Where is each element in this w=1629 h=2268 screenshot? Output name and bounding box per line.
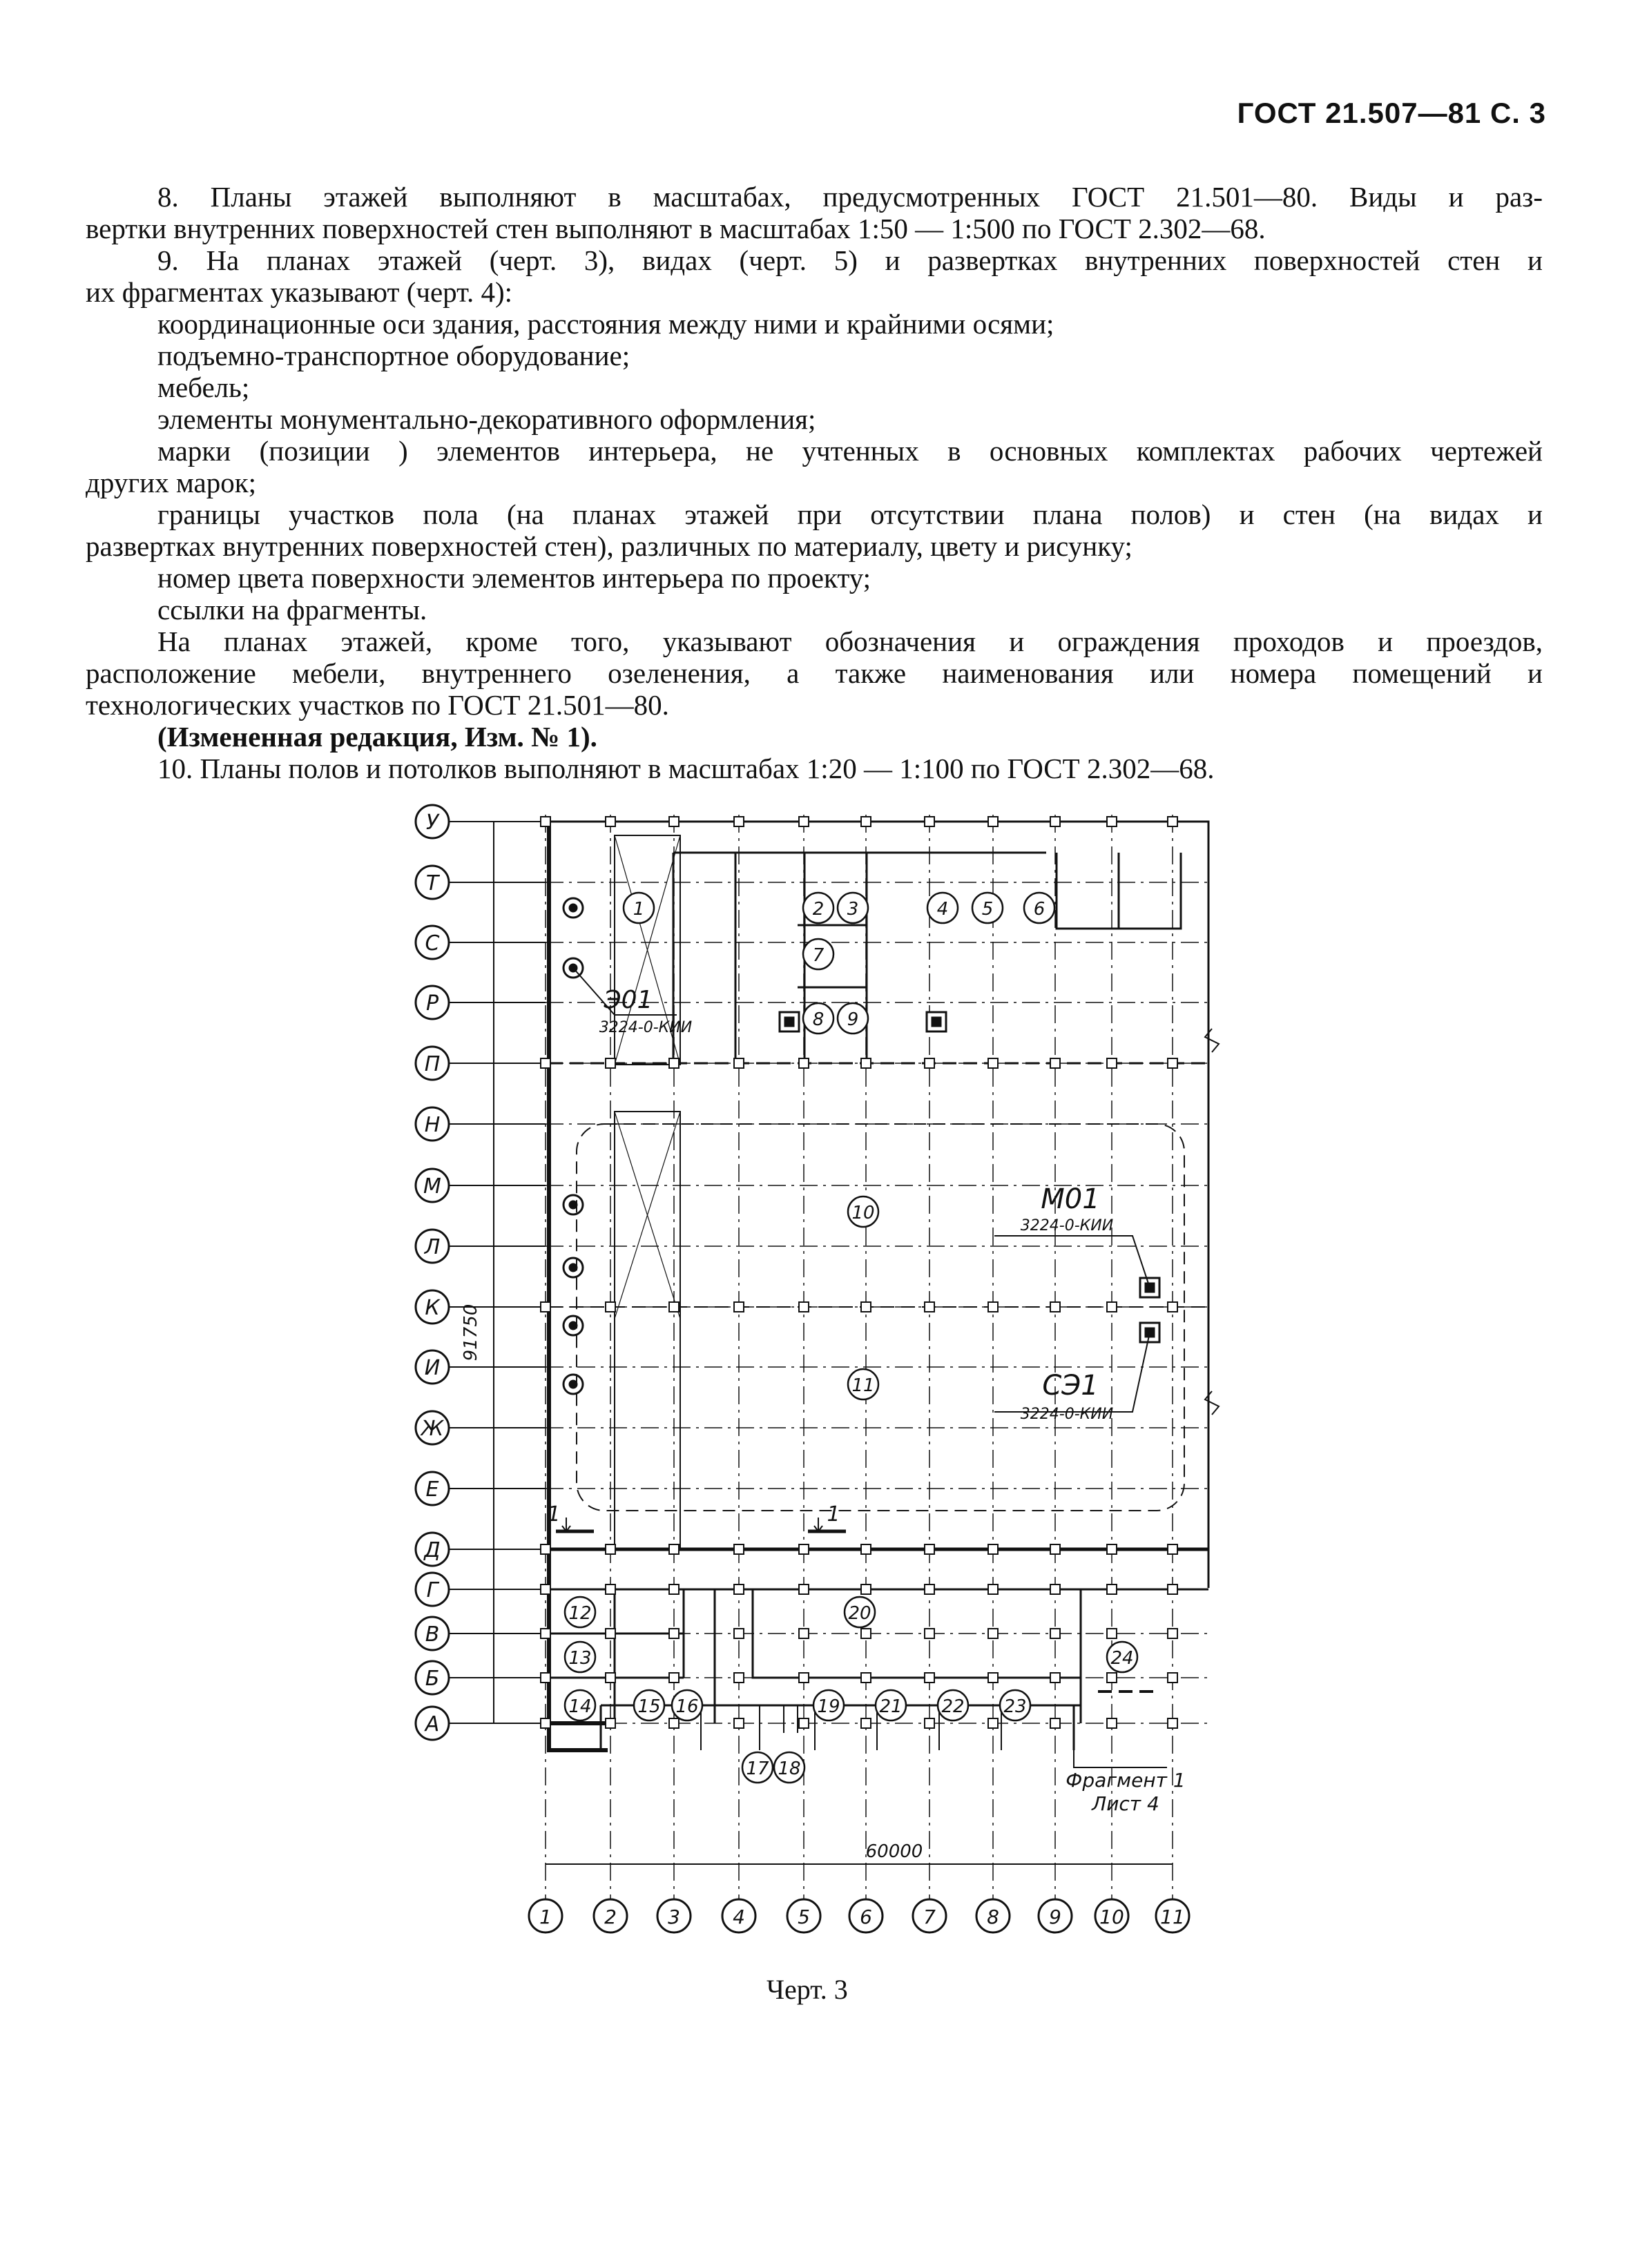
column-marker (541, 1058, 550, 1068)
column-marker (1168, 1673, 1177, 1683)
column-marker (1107, 817, 1117, 826)
column-marker (669, 1058, 679, 1068)
paragraph-line-l7: номер цвета поверхности элементов интерьера по проекту; (157, 562, 871, 594)
column-marker (925, 1302, 934, 1312)
room-number-label: 20 (848, 1603, 871, 1624)
row-axis-label: Л (424, 1235, 441, 1259)
col-axis-label: 11 (1160, 1906, 1185, 1928)
paragraph-line-p9d: расположение мебели, внутреннего озеленения, а также наименования или номера помещений и (86, 657, 1543, 689)
column-marker (861, 1673, 871, 1683)
room-number-label: 9 (847, 1009, 859, 1030)
row-axis-label: У (425, 811, 439, 835)
break-line (1205, 1029, 1219, 1052)
column-marker (925, 1058, 934, 1068)
label-m01-code: 3224-0-КИИ (1020, 1217, 1114, 1234)
paragraph-line-l3: мебель; (157, 371, 250, 403)
row-axis-label: Ж (421, 1417, 444, 1441)
col-axis-label: 4 (733, 1906, 745, 1928)
equipment-dot (569, 1380, 577, 1388)
paragraph-line-p9a: 9. На планах этажей (черт. 3), видах (черт. 5) и развертках внутренних поверхностей стен и (157, 244, 1543, 276)
column-marker (1050, 1584, 1060, 1594)
equipment-dot (569, 904, 577, 912)
label-se1: СЭ1 (1042, 1370, 1099, 1402)
column-marker (1168, 1302, 1177, 1312)
column-marker (1168, 817, 1177, 826)
column-marker (988, 1058, 998, 1068)
room-number-label: 24 (1110, 1648, 1134, 1669)
column-marker (606, 1302, 615, 1312)
column-marker (799, 1673, 809, 1683)
equipment-dot (569, 1321, 577, 1330)
room-number-label: 6 (1033, 899, 1045, 920)
row-axis-label: П (424, 1052, 441, 1076)
column-marker (541, 1629, 550, 1638)
column-marker (669, 1718, 679, 1728)
outer-wall-top (549, 822, 1208, 1588)
equipment-dot (569, 1263, 577, 1272)
row-axis-label: Р (425, 991, 439, 1016)
room-number-label: 21 (879, 1696, 903, 1717)
zone-boundary (577, 1124, 1184, 1511)
room-number-label: 23 (1003, 1696, 1027, 1717)
page-header: ГОСТ 21.507—81 С. 3 (1237, 97, 1546, 129)
column-marker (861, 1302, 871, 1312)
room-number-label: 11 (851, 1375, 875, 1396)
column-marker (1107, 1629, 1117, 1638)
label-m01: М01 (1041, 1183, 1100, 1215)
column-marker (1107, 1584, 1117, 1594)
room-number-label: 4 (936, 899, 949, 920)
room-number-label: 5 (981, 899, 994, 920)
col-axis-label: 9 (1049, 1906, 1061, 1928)
equipment-dot (569, 1201, 577, 1209)
column-marker (925, 1544, 934, 1554)
label-se1-code: 3224-0-КИИ (1020, 1406, 1114, 1423)
row-axis-label: В (425, 1622, 440, 1647)
column-marker (734, 1584, 744, 1594)
column-marker (861, 817, 871, 826)
column-marker (1168, 1584, 1177, 1594)
row-axis-label: И (424, 1356, 441, 1380)
column-marker (541, 1584, 550, 1594)
col-axis-label: 7 (923, 1906, 936, 1928)
column-marker (1168, 1058, 1177, 1068)
room-number-label: 18 (778, 1758, 801, 1779)
paragraph-line-l1: координационные оси здания, расстояния между ними и крайними осями; (157, 308, 1054, 340)
row-axis-label: Д (424, 1538, 441, 1562)
section-mark-arrow (814, 1518, 822, 1531)
column-marker (1107, 1673, 1117, 1683)
section-mark-label: 1 (827, 1502, 840, 1526)
column-marker (669, 1629, 679, 1638)
column-marker (1107, 1718, 1117, 1728)
column-marker (1168, 1718, 1177, 1728)
column-marker (1050, 1673, 1060, 1683)
column-marker (606, 817, 615, 826)
column-marker (606, 1544, 615, 1554)
paragraph-line-l6b: развертках внутренних поверхностей стен), различных по материалу, цвету и рисунку; (86, 530, 1132, 562)
column-marker (988, 1673, 998, 1683)
row-axis-label: Г (426, 1578, 438, 1602)
column-marker (541, 1544, 550, 1554)
column-marker (1107, 1302, 1117, 1312)
room-number-label: 15 (637, 1696, 661, 1717)
column-marker (988, 817, 998, 826)
column-marker (541, 1673, 550, 1683)
paragraph-line-l2: подъемно-транспортное оборудование; (157, 340, 630, 371)
fragment-label: Фрагмент 1 (1066, 1769, 1186, 1792)
column-marker (734, 1629, 744, 1638)
body-text (86, 181, 1543, 784)
room-number-label: 16 (675, 1696, 699, 1717)
column-marker (861, 1058, 871, 1068)
column-marker (1168, 1629, 1177, 1638)
fixture-core (784, 1017, 794, 1027)
row-axis-label: А (425, 1712, 440, 1736)
column-marker (669, 1584, 679, 1594)
floor-plan-drawing (407, 794, 1222, 1954)
vertical-dimension-label: 91750 (461, 1303, 481, 1361)
column-marker (606, 1058, 615, 1068)
column-marker (1050, 1718, 1060, 1728)
row-axis-label: Б (425, 1667, 440, 1691)
row-axis-label: Т (425, 871, 439, 895)
column-marker (988, 1584, 998, 1594)
room-number-label: 1 (633, 899, 645, 920)
paragraph-line-l8: ссылки на фрагменты. (157, 594, 427, 626)
column-marker (606, 1584, 615, 1594)
label-e01-code: 3224-0-КИИ (599, 1019, 693, 1036)
column-marker (541, 817, 550, 826)
room-number-label: 19 (817, 1696, 840, 1717)
column-marker (799, 1544, 809, 1554)
fragment-sheet-label: Лист 4 (1092, 1792, 1159, 1815)
column-marker (669, 1302, 679, 1312)
column-marker (1168, 1544, 1177, 1554)
room-number-label: 22 (941, 1696, 965, 1717)
crane-rail (615, 1112, 680, 1549)
col-axis-label: 3 (668, 1906, 680, 1928)
column-marker (988, 1718, 998, 1728)
column-marker (799, 1584, 809, 1594)
column-marker (734, 1302, 744, 1312)
row-axis-label: М (423, 1174, 441, 1199)
paragraph-line-p9f: (Измененная редакция, Изм. № 1). (157, 721, 597, 753)
column-marker (861, 1584, 871, 1594)
row-axis-label: К (425, 1296, 440, 1320)
paragraph-line-p10: 10. Планы полов и потолков выполняют в масштабах 1:20 — 1:100 по ГОСТ 2.302—68. (157, 753, 1215, 784)
paragraph-line-p9e: технологических участков по ГОСТ 21.501—80. (86, 689, 669, 721)
room-number-label: 8 (812, 1009, 825, 1030)
column-marker (669, 817, 679, 826)
horizontal-dimension-label: 60000 (865, 1841, 923, 1862)
column-marker (861, 1629, 871, 1638)
column-marker (799, 1718, 809, 1728)
fragment-leader (1074, 1750, 1167, 1767)
paragraph-line-l5b: других марок; (86, 467, 257, 498)
paragraph-line-l5a: марки (позиции ) элементов интерьера, не учтенных в основных комплектах рабочих чертежей (157, 435, 1543, 467)
column-marker (606, 1673, 615, 1683)
column-marker (799, 1629, 809, 1638)
column-marker (606, 1629, 615, 1638)
row-axis-label: Е (425, 1477, 439, 1502)
column-marker (861, 1718, 871, 1728)
room-number-label: 10 (851, 1203, 875, 1223)
column-marker (541, 1302, 550, 1312)
section-mark-arrow (562, 1518, 570, 1531)
paragraph-line-l6a: границы участков пола (на планах этажей при отсутствии плана полов) и стен (на видах и (157, 498, 1543, 530)
column-marker (541, 1718, 550, 1728)
room-number-label: 17 (746, 1758, 769, 1779)
room-number-label: 3 (847, 899, 859, 920)
room-number-label: 12 (568, 1603, 592, 1624)
paragraph-line-l4: элементы монументально-декоративного оформления; (157, 403, 816, 435)
label-e01: Э01 (604, 986, 653, 1014)
column-marker (734, 817, 744, 826)
column-marker (799, 1058, 809, 1068)
column-marker (925, 1584, 934, 1594)
figure-caption: Черт. 3 (767, 1974, 848, 2005)
break-line (1205, 1391, 1219, 1415)
column-marker (606, 1718, 615, 1728)
room-number-label: 13 (568, 1648, 592, 1669)
column-marker (925, 1718, 934, 1728)
column-marker (988, 1302, 998, 1312)
column-marker (1050, 1544, 1060, 1554)
col-axis-label: 6 (860, 1906, 872, 1928)
column-marker (925, 817, 934, 826)
paragraph-line-p8b: вертки внутренних поверхностей стен выполняют в масштабах 1:50 — 1:500 по ГОСТ 2.302—68. (86, 213, 1266, 244)
column-marker (1050, 1302, 1060, 1312)
row-axis-label: Н (424, 1113, 441, 1137)
column-marker (734, 1673, 744, 1683)
section-mark-label: 1 (547, 1502, 561, 1526)
room-number-label: 2 (812, 899, 825, 920)
fixture-core (932, 1017, 941, 1027)
column-marker (988, 1544, 998, 1554)
leader-m01 (994, 1236, 1150, 1288)
column-marker (1050, 817, 1060, 826)
row-axis-label: С (425, 931, 440, 956)
col-axis-label: 5 (798, 1906, 810, 1928)
column-marker (669, 1544, 679, 1554)
paragraph-line-p9b: их фрагментах указывают (черт. 4): (86, 276, 513, 308)
column-marker (799, 817, 809, 826)
column-marker (925, 1673, 934, 1683)
upper-right-partitions (1057, 853, 1181, 929)
column-marker (1050, 1058, 1060, 1068)
column-marker (925, 1629, 934, 1638)
column-marker (734, 1544, 744, 1554)
column-marker (734, 1058, 744, 1068)
room-number-label: 7 (812, 945, 825, 966)
column-marker (1107, 1058, 1117, 1068)
column-marker (1050, 1629, 1060, 1638)
col-axis-label: 1 (539, 1906, 552, 1928)
column-marker (861, 1544, 871, 1554)
paragraph-line-p9c: На планах этажей, кроме того, указывают обозначения и ограждения проходов и проездов, (157, 626, 1543, 657)
column-marker (1107, 1544, 1117, 1554)
room-number-label: 14 (568, 1696, 592, 1717)
paragraph-line-p8a: 8. Планы этажей выполняют в масштабах, предусмотренных ГОСТ 21.501—80. Виды и раз- (157, 181, 1543, 213)
column-marker (799, 1302, 809, 1312)
col-axis-label: 2 (604, 1906, 617, 1928)
column-marker (988, 1629, 998, 1638)
col-axis-label: 8 (987, 1906, 999, 1928)
col-axis-label: 10 (1099, 1906, 1124, 1928)
column-marker (734, 1718, 744, 1728)
column-marker (669, 1673, 679, 1683)
